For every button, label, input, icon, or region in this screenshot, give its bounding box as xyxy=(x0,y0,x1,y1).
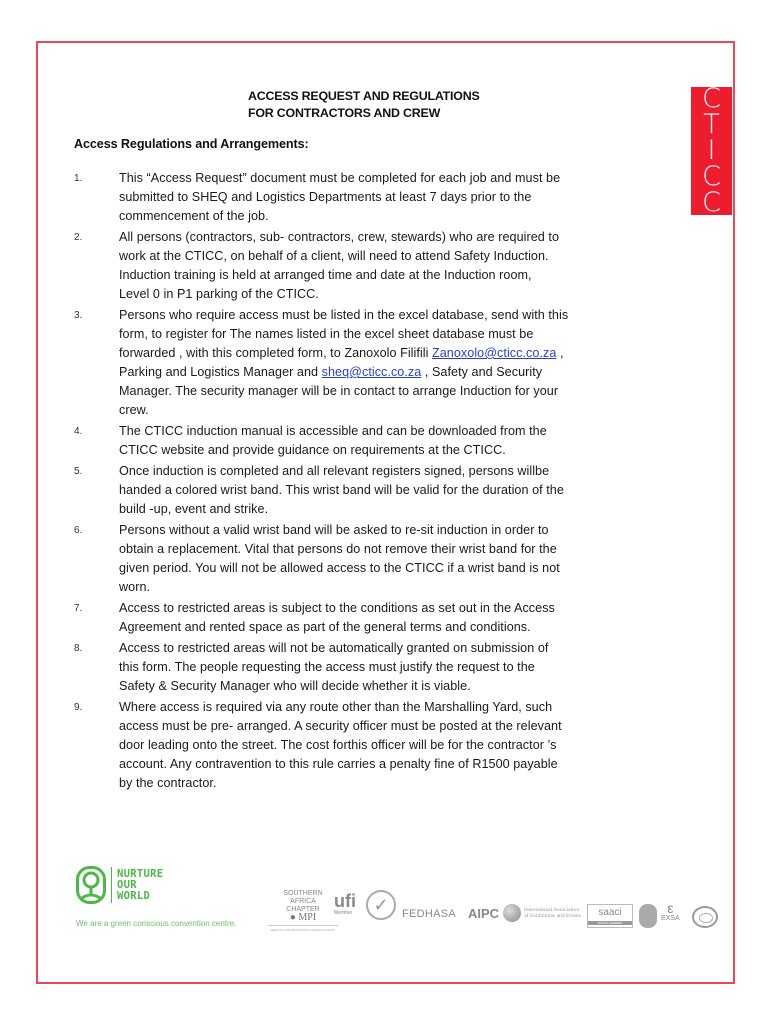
mpi-line: SOUTHERN xyxy=(283,890,323,897)
wordmark-line: WORLD xyxy=(117,889,151,902)
item-number: 5. xyxy=(74,466,83,477)
exsa-icon: ε xyxy=(667,900,674,916)
item-number: 1. xyxy=(74,173,83,184)
text-segment: Parking and Logistics Manager and xyxy=(119,365,322,379)
text-line xyxy=(119,363,568,382)
nurture-wordmark xyxy=(117,869,163,902)
item-text xyxy=(119,599,555,637)
list-item xyxy=(74,228,674,304)
text-line: submitted to SHEQ and Logistics Departments at least 7 days prior to the xyxy=(119,190,532,204)
text-line: commencement of the job. xyxy=(119,209,269,223)
text-line: this form. The people requesting the access must justify the request to the xyxy=(119,660,535,674)
item-number: 3. xyxy=(74,310,83,321)
text-line: form, to register for The names listed in the excel sheet database must be xyxy=(119,327,534,341)
saaci-sub: PROUD MEMBER xyxy=(588,921,632,925)
text-segment: , Safety and Security xyxy=(421,365,543,379)
text-line: Once induction is completed and all relevant registers signed, persons willbe xyxy=(119,464,550,478)
tree-icon xyxy=(76,866,106,904)
cticc-logo xyxy=(691,83,732,218)
globe-icon xyxy=(503,904,521,922)
text-line: Access to restricted areas is subject to the conditions as set out in the Access xyxy=(119,601,555,615)
mpi-subline: MEETING PROFESSIONALS INTERNATIONAL xyxy=(268,925,338,934)
wordmark-line: OUR xyxy=(117,878,137,891)
title-line-2: FOR CONTRACTORS AND CREW xyxy=(248,106,441,120)
list-item xyxy=(74,639,674,696)
text-line: obtain a replacement. Vital that persons do not remove their wrist band for the xyxy=(119,542,557,556)
nurture-tagline: We are a green conscious convention centre. xyxy=(76,919,237,928)
mpi-line: CHAPTER xyxy=(286,906,320,913)
text-line: Safety & Security Manager who will decide whether it is viable. xyxy=(119,679,471,693)
email-link-sheq[interactable]: sheq@cticc.co.za xyxy=(321,365,422,379)
regulations-list xyxy=(74,169,674,795)
list-item xyxy=(74,306,674,420)
saaci-logo xyxy=(587,904,633,928)
text-line: Persons without a valid wrist band will be asked to re-sit induction in order to xyxy=(119,523,549,537)
aipc-logo: AIPC xyxy=(468,906,500,921)
iaee-line: International Association xyxy=(524,907,580,913)
award-badge-icon xyxy=(639,904,657,928)
logo-letter: C xyxy=(702,161,721,192)
text-line: by the contractor. xyxy=(119,776,217,790)
item-number: 7. xyxy=(74,603,83,614)
text-line: handed a colored wrist band. This wrist band will be valid for the duration of the xyxy=(119,483,564,497)
list-item xyxy=(74,169,674,226)
text-line: Where access is required via any route other than the Marshalling Yard, such xyxy=(119,700,553,714)
logo-letter: C xyxy=(702,187,721,218)
logo-letter: T xyxy=(703,109,720,140)
item-number: 8. xyxy=(74,643,83,654)
saaci-wordmark: saaci xyxy=(598,907,622,918)
item-text xyxy=(119,698,562,793)
text-line: crew. xyxy=(119,403,149,417)
ufi-logo xyxy=(334,892,356,916)
logo-letter: I xyxy=(707,135,716,166)
wordmark-line: NURTURE xyxy=(117,867,164,880)
iaee-logo xyxy=(503,904,581,922)
item-text xyxy=(119,306,568,420)
text-line: The CTICC induction manual is accessible and can be downloaded from the xyxy=(119,424,547,438)
item-number: 4. xyxy=(74,426,83,437)
text-segment: forwarded , with this completed form, to Zanoxolo Filifili xyxy=(119,346,433,360)
text-line: Access to restricted areas will not be automatically granted on submission of xyxy=(119,641,549,655)
list-item xyxy=(74,521,674,597)
text-line: All persons (contractors, sub- contractors, crew, stewards) who are required to xyxy=(119,230,560,244)
mpi-line: AFRICA xyxy=(290,898,316,905)
round-seal-icon xyxy=(692,906,718,928)
text-line: work at the CTICC, on behalf of a client, will need to attend Safety Induction. xyxy=(119,249,549,263)
logo-letter: C xyxy=(702,83,721,114)
ufi-wordmark: ufi xyxy=(334,891,356,911)
divider xyxy=(111,867,112,903)
list-item xyxy=(74,698,674,793)
ufi-sub: Member xyxy=(334,910,353,916)
item-text xyxy=(119,462,564,519)
item-text xyxy=(119,228,559,304)
list-item xyxy=(74,599,674,637)
item-number: 6. xyxy=(74,525,83,536)
footer-logos xyxy=(76,866,726,936)
text-line xyxy=(119,344,568,363)
document-title xyxy=(248,88,480,122)
text-line: Persons who require access must be listed in the excel database, send with this xyxy=(119,308,569,322)
text-line: Agreement and rented space as part of the general terms and conditions. xyxy=(119,620,531,634)
text-line: This “Access Request” document must be completed for each job and must be xyxy=(119,171,561,185)
text-line: Manager. The security manager will be in contact to arrange Induction for your xyxy=(119,384,559,398)
item-text xyxy=(119,169,560,226)
list-item xyxy=(74,422,674,460)
text-line: door leading onto the street. The cost forthis officer will be for the contractor ’s xyxy=(119,738,557,752)
section-heading: Access Regulations and Arrangements: xyxy=(74,137,309,151)
text-segment: , xyxy=(556,346,564,360)
exsa-wordmark: EXSA xyxy=(661,915,680,922)
text-line: given period. You will not be allowed access to the CTICC if a wrist band is not xyxy=(119,561,560,575)
text-line: build -up, event and strike. xyxy=(119,502,269,516)
text-line: Level 0 in P1 parking of the CTICC. xyxy=(119,287,319,301)
mpi-mark: ● MPI xyxy=(289,912,317,923)
text-line: Induction training is held at arranged time and date at the Induction room, xyxy=(119,268,532,282)
mpi-logo xyxy=(268,890,338,934)
item-text xyxy=(119,521,560,597)
iaee-text xyxy=(524,907,581,919)
list-item xyxy=(74,462,674,519)
checkmark-seal-icon: ✓ xyxy=(366,890,396,920)
nurture-our-world-logo xyxy=(76,866,163,904)
item-text xyxy=(119,422,547,460)
text-line: worn. xyxy=(119,580,151,594)
exsa-logo xyxy=(661,901,680,923)
fedhasa-logo: FEDHASA xyxy=(402,908,457,920)
text-line: account. Any contravention to this rule carries a penalty fine of R1500 payable xyxy=(119,757,558,771)
title-line-1: ACCESS REQUEST AND REGULATIONS xyxy=(248,89,480,103)
email-link-zanoxolo[interactable]: Zanoxolo@cticc.co.za xyxy=(432,346,557,360)
text-line: access must be pre- arranged. A security officer must be posted at the relevant xyxy=(119,719,562,733)
item-number: 2. xyxy=(74,232,83,243)
text-line: CTICC website and provide guidance on requirements at the CTICC. xyxy=(119,443,506,457)
iaee-line: of Exhibitions and Events xyxy=(524,913,581,919)
item-text xyxy=(119,639,548,696)
item-number: 9. xyxy=(74,702,83,713)
